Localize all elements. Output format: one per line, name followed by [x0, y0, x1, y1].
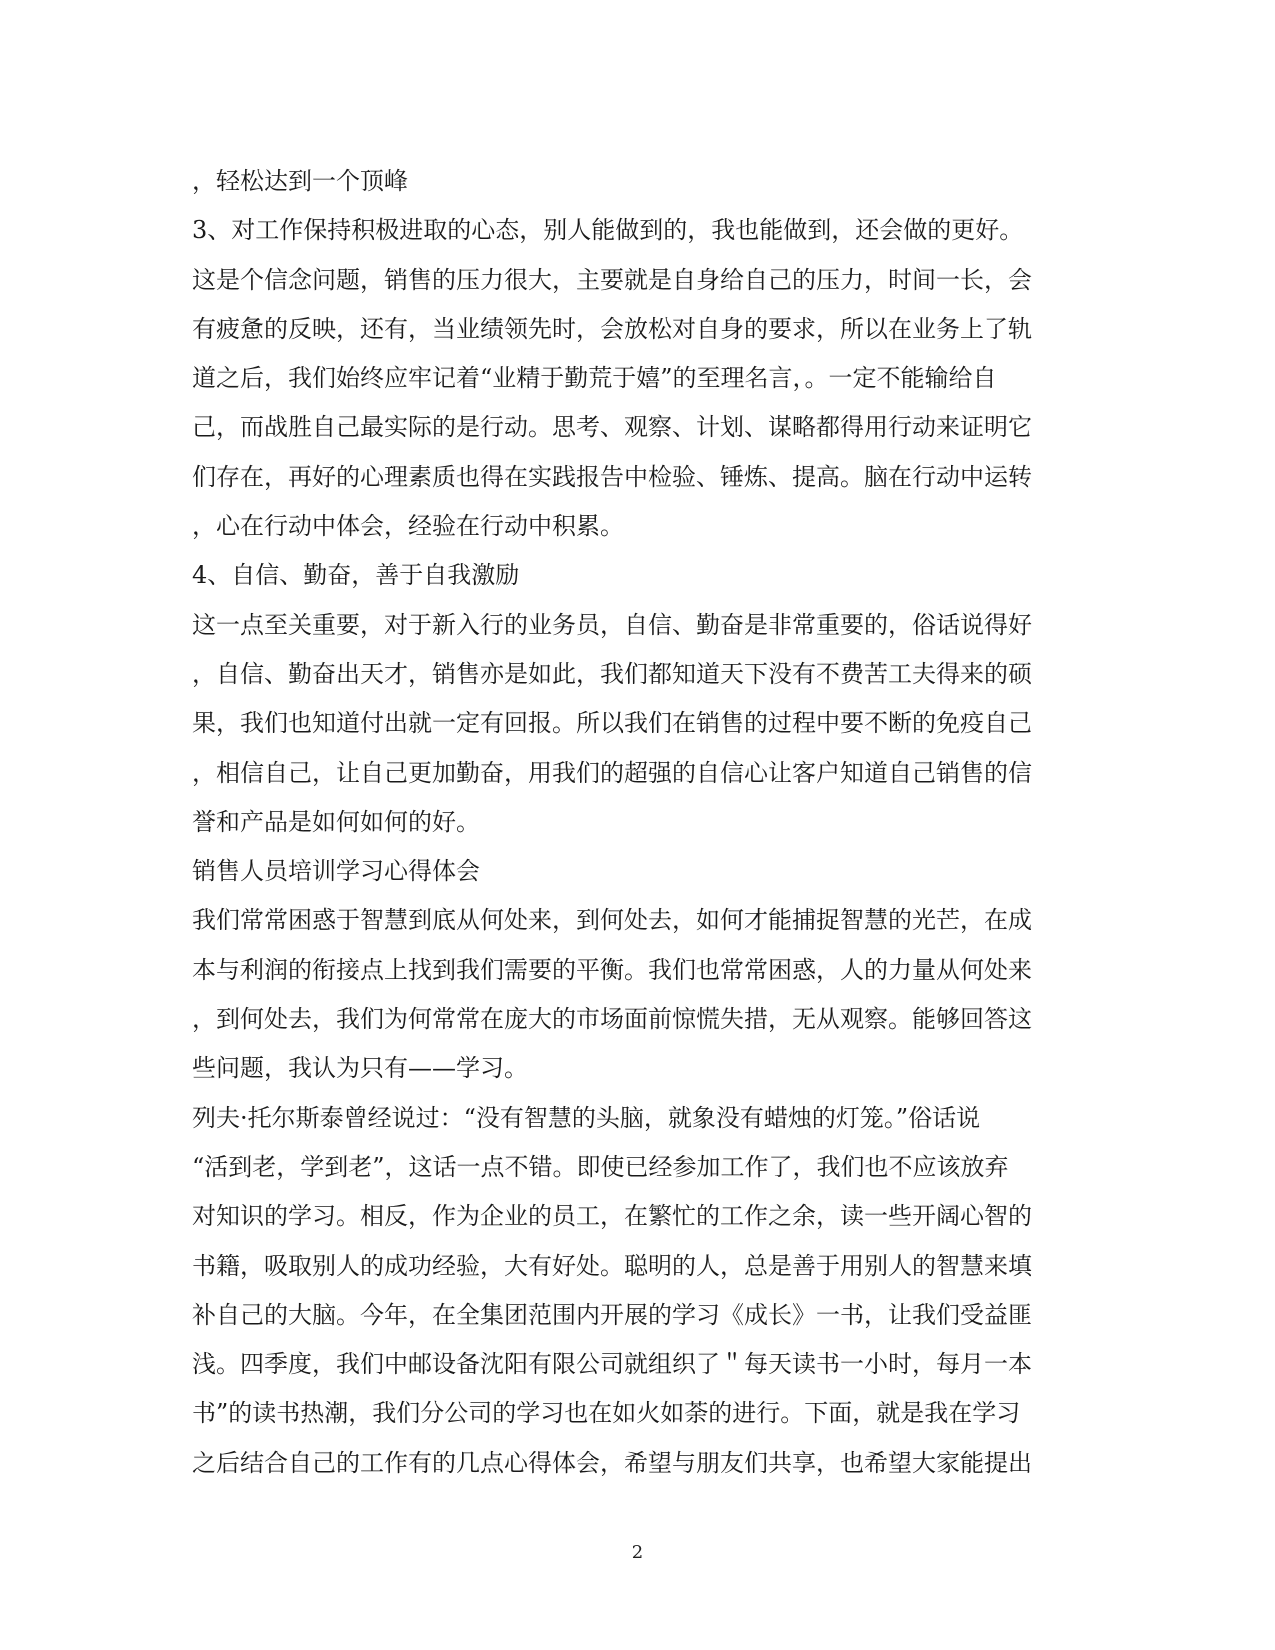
text-line: 道之后，我们始终应牢记着“业精于勤荒于嬉”的至理名言，。一定不能输给自 — [192, 364, 997, 393]
text-line: 浅。四季度，我们中邮设备沈阳有限公司就组织了＂每天读书一小时，每月一本 — [192, 1350, 1032, 1379]
document-body — [192, 157, 1072, 1488]
text-line: 些问题，我认为只有——学习。 — [192, 1054, 528, 1083]
text-line: 本与利润的衔接点上找到我们需要的平衡。我们也常常困惑，人的力量从何处来 — [192, 955, 1032, 984]
text-line: 己，而战胜自己最实际的是行动。思考、观察、计划、谋略都得用行动来证明它 — [192, 413, 1032, 442]
text-line: 这是个信念问题，销售的压力很大，主要就是自身给自己的压力，时间一长，会 — [192, 265, 1032, 294]
text-line: 对知识的学习。相反，作为企业的员工，在繁忙的工作之余，读一些开阔心智的 — [192, 1202, 1032, 1231]
text-line: 我们常常困惑于智慧到底从何处来，到何处去，如何才能捕捉智慧的光芒，在成 — [192, 906, 1032, 935]
text-line: 书”的读书热潮，我们分公司的学习也在如火如荼的进行。下面，就是我在学习 — [192, 1399, 1021, 1428]
text-line: “活到老，学到老”，这话一点不错。即使已经参加工作了，我们也不应该放弃 — [192, 1152, 1009, 1181]
section-heading: 销售人员培训学习心得体会 — [192, 857, 480, 886]
text-line: 列夫·托尔斯泰曾经说过：“没有智慧的头脑，就象没有蜡烛的灯笼。”俗话说 — [192, 1103, 981, 1132]
text-line: ，相信自己，让自己更加勤奋，用我们的超强的自信心让客户知道自己销售的信 — [192, 758, 1032, 787]
text-line: ，心在行动中体会，经验在行动中积累。 — [192, 512, 624, 541]
text-line: 有疲惫的反映，还有，当业绩领先时，会放松对自身的要求，所以在业务上了轨 — [192, 314, 1032, 343]
text-line: ，自信、勤奋出天才，销售亦是如此，我们都知道天下没有不费苦工夫得来的硕 — [192, 659, 1032, 688]
text-line: 补自己的大脑。今年，在全集团范围内开展的学习《成长》一书，让我们受益匪 — [192, 1300, 1032, 1329]
text-line: 果，我们也知道付出就一定有回报。所以我们在销售的过程中要不断的免疫自己 — [192, 709, 1032, 738]
text-line: 誉和产品是如何如何的好。 — [192, 807, 480, 836]
text-line: ，到何处去，我们为何常常在庞大的市场面前惊慌失措，无从观察。能够回答这 — [192, 1005, 1032, 1034]
text-line: 4、自信、勤奋，善于自我激励 — [192, 561, 520, 590]
text-line: 3、对工作保持积极进取的心态，别人能做到的，我也能做到，还会做的更好。 — [192, 216, 1024, 245]
text-line: ，轻松达到一个顶峰 — [192, 167, 408, 195]
text-line: 之后结合自己的工作有的几点心得体会，希望与朋友们共享，也希望大家能提出 — [192, 1448, 1032, 1477]
text-line: 书籍，吸取别人的成功经验，大有好处。聪明的人，总是善于用别人的智慧来填 — [192, 1251, 1032, 1280]
page-number: 2 — [631, 1542, 644, 1563]
text-line: 们存在，再好的心理素质也得在实践报告中检验、锤炼、提高。脑在行动中运转 — [192, 462, 1032, 491]
text-line: 这一点至关重要，对于新入行的业务员，自信、勤奋是非常重要的，俗话说得好 — [192, 610, 1032, 639]
